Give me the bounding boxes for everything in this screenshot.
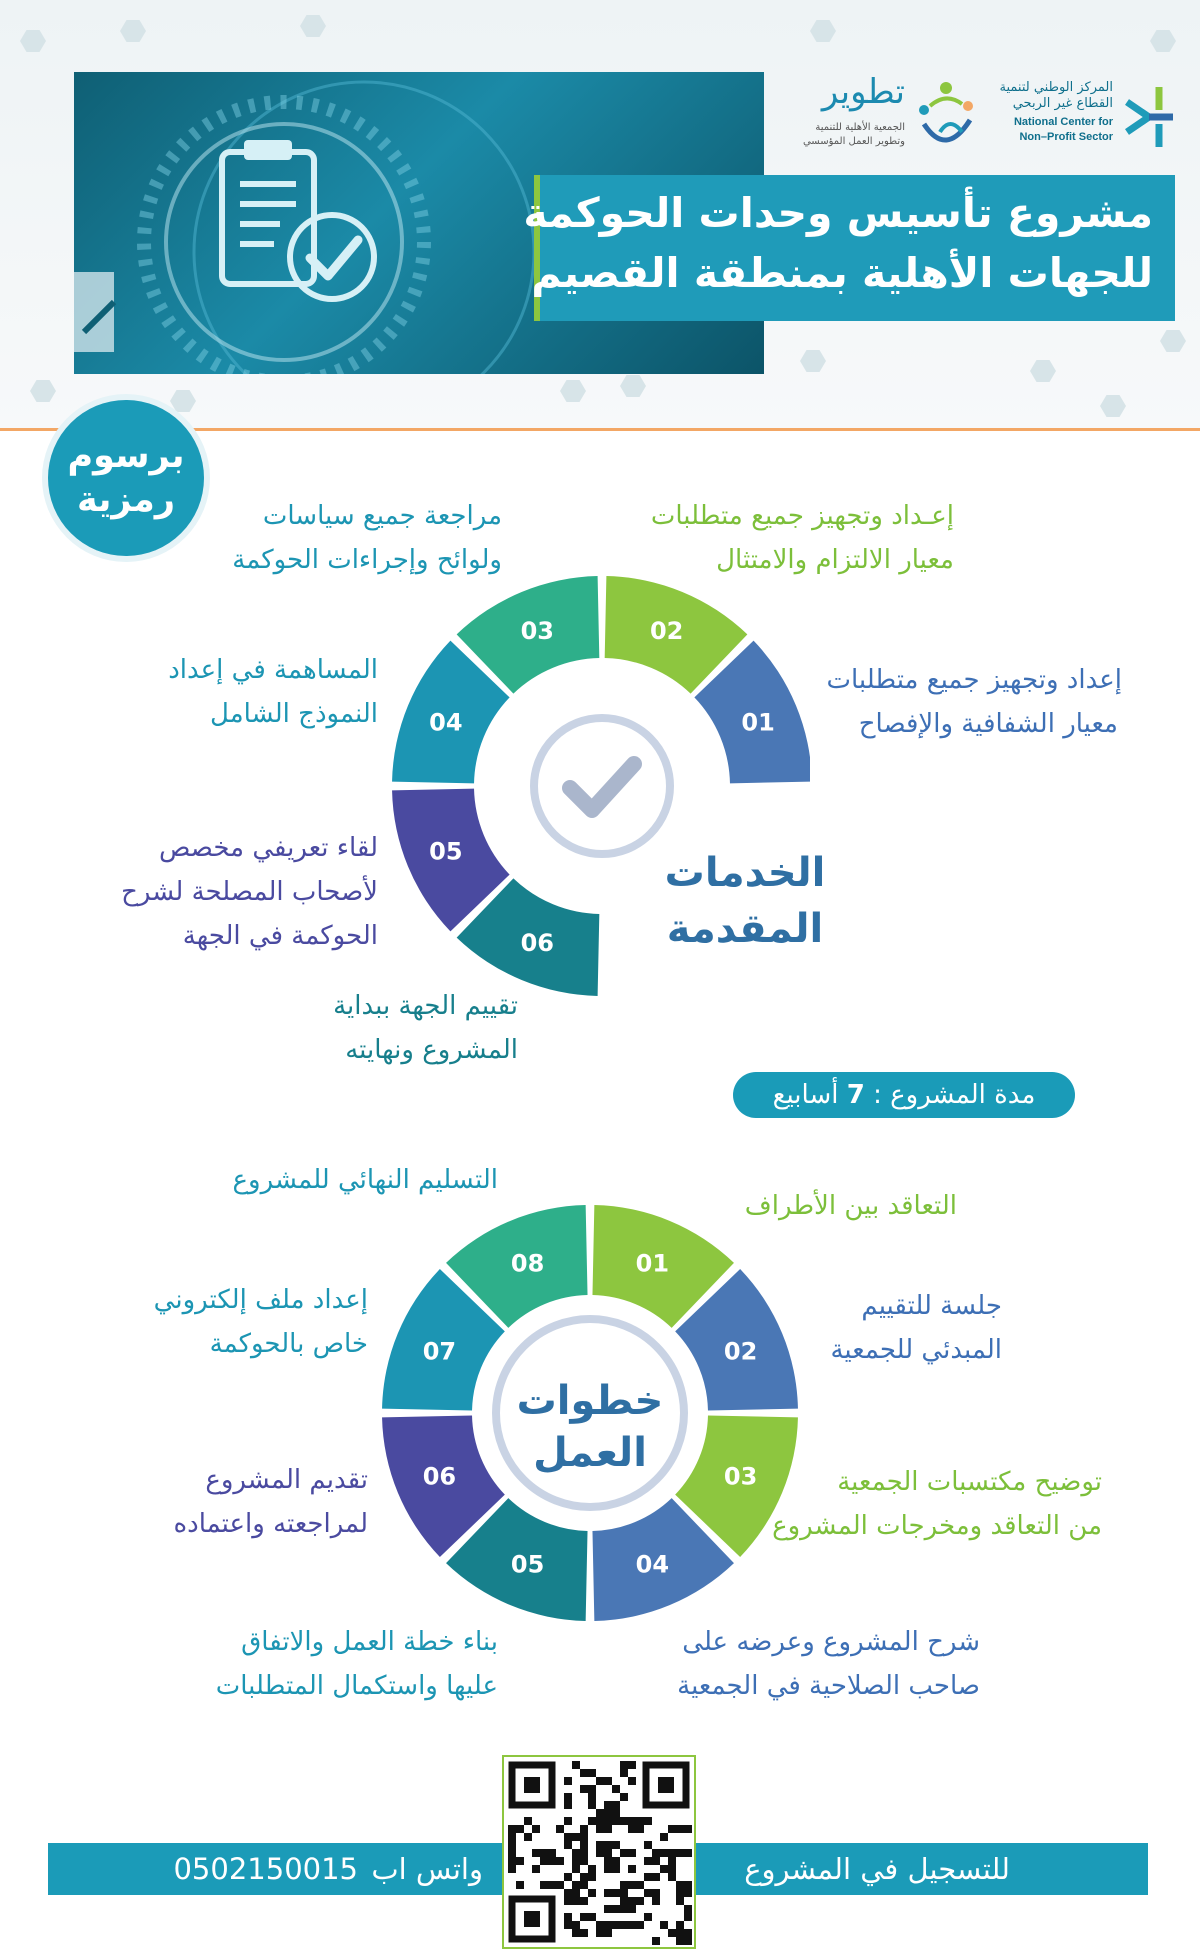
step-06-line2: لمراجعته واعتماده [173,1509,368,1539]
step-04-line1: شرح المشروع وعرضه على [682,1627,980,1657]
service-04-line1: المساهمة في إعداد [168,655,378,685]
step-number-06: 06 [422,1462,457,1491]
step-03-line2: من التعاقد ومخرجات المشروع [772,1511,1102,1541]
step-number-01: 01 [635,1249,670,1278]
ncnp-mark-icon [1119,82,1175,152]
badge-line1: برسوم [67,436,185,476]
step-02-line1: جلسة للتقييم [861,1291,1002,1321]
step-number-02: 02 [723,1337,758,1366]
tatweer-subtitle-line2: وتطوير العمل المؤسسي [802,136,905,147]
service-02-line1: إعـداد وتجهيز جميع متطلبات [650,501,954,531]
service-06-line2: المشروع ونهايته [345,1035,518,1065]
qr-code-icon [504,1757,694,1947]
tatweer-logo [790,72,985,162]
service-06-line1: تقييم الجهة ببداية [333,991,518,1021]
tatweer-mark-icon [910,76,982,156]
symbolic-fee-badge [48,400,204,556]
whatsapp-label: واتس اب [371,1852,483,1886]
service-02-line2: معيار الالتزام والامتثال [716,545,954,575]
services-title [650,845,840,957]
service-05-line2: لأصحاب المصلحة لشرح [121,877,378,907]
step-number-05: 05 [510,1550,545,1579]
steps-title-line2: العمل [533,1430,647,1476]
step-07-line1: إعداد ملف إلكتروني [153,1285,368,1315]
steps-title-line1: خطوات [516,1378,664,1424]
step-04-line2: صاحب الصلاحية في الجمعية [677,1671,980,1701]
ncnp-ar-line1: المركز الوطني لتنمية [999,80,1113,95]
page-title-line2: للجهات الأهلية بمنطقة القصيم [531,249,1153,297]
service-number-01: 01 [741,708,775,737]
ncnp-en-line1: National Center for [1013,116,1113,128]
service-03-line2: ولوائح وإجراءات الحوكمة [232,545,502,575]
step-number-03: 03 [723,1462,758,1491]
service-05-line1: لقاء تعريفي مخصص [158,833,378,863]
phone-number: 0502150015 [173,1852,358,1886]
duration-label: مدة المشروع : [873,1080,1036,1110]
tatweer-subtitle-line1: الجمعية الأهلية للتنمية [815,122,905,133]
step-05-line2: عليها واستكمال المتطلبات [215,1671,498,1701]
step-01-line1: التعاقد بين الأطراف [744,1191,957,1221]
step-number-08: 08 [510,1249,545,1278]
service-05-line3: الحوكمة في الجهة [182,921,378,951]
duration-unit: أسابيع [772,1080,839,1110]
title-banner [523,175,1175,321]
services-title-line2: المقدمة [666,906,824,952]
step-08-line1: التسليم النهائي للمشروع [232,1165,498,1195]
services-title-line1: الخدمات [664,850,826,896]
services-center-ring [534,718,670,854]
service-04-line2: النموذج الشامل [210,699,378,729]
service-01-line2: معيار الشفافية والإفصاح [858,709,1118,739]
badge-line2: رمزية [77,480,175,520]
step-05-line1: بناء خطة العمل والاتفاق [241,1627,498,1657]
step-06-line1: تقديم المشروع [205,1465,368,1495]
step-number-07: 07 [422,1337,457,1366]
service-03-line1: مراجعة جميع سياسات [262,501,502,531]
duration-value: 7 [846,1080,865,1110]
duration-pill [733,1072,1075,1118]
ncnp-logo [995,78,1175,158]
step-07-line2: خاص بالحوكمة [209,1329,368,1359]
service-number-03: 03 [520,616,555,645]
ncnp-en-line2: Non–Profit Sector [1019,131,1113,143]
page-title-line1: مشروع تأسيس وحدات الحوكمة [523,189,1153,237]
service-number-02: 02 [649,616,684,645]
tatweer-name: تطوير [821,72,905,112]
register-label: للتسجيل في المشروع [744,1852,1010,1886]
steps-title [500,1375,680,1479]
step-number-04: 04 [635,1550,670,1579]
service-number-04: 04 [429,708,463,737]
step-03-line1: توضيح مكتسبات الجمعية [837,1467,1102,1497]
qr-code[interactable] [502,1755,696,1949]
service-01-line1: إعداد وتجهيز جميع متطلبات [826,665,1122,695]
service-number-06: 06 [520,929,555,958]
step-02-line2: المبدئي للجمعية [830,1335,1002,1365]
ncnp-ar-line2: القطاع غير الربحي [1012,96,1113,111]
service-number-05: 05 [429,837,463,866]
